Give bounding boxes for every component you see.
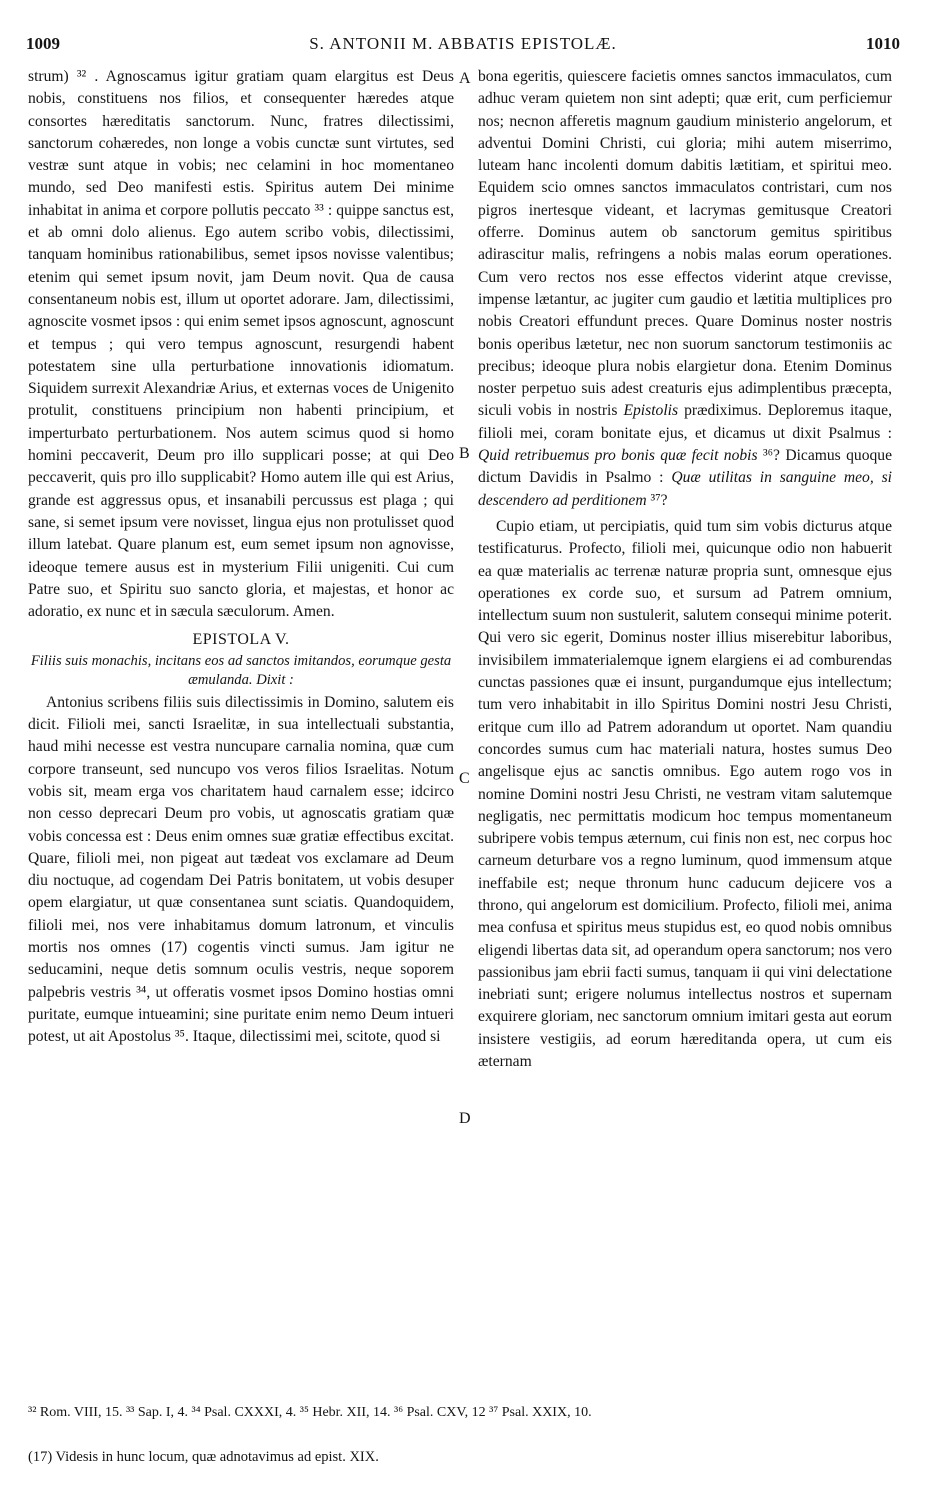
right-p1-italic-psalm-quote-2: Quæ utilitas in sanguine meo, si descendero ad perditionem [478,469,892,509]
margin-letter-a: A [459,70,471,87]
right-p1-italic-psalm-quote-1: Quid retribuemus pro bonis quæ fecit nobis [478,447,758,465]
left-column [28,66,454,1048]
running-title: S. ANTONII M. ABBATIS EPISTOLÆ. [309,34,617,53]
right-paragraph-1 [478,66,892,512]
right-p1-italic-epistolis: Epistolis [623,402,679,420]
left-paragraph-2: Antonius scribens filiis suis dilectissimis in Domino, salutem eis dicit. Filioli mei, sancti Israelitæ, in sua intellectuali substantia, haud mihi necesse est vestra nuncupare carnalia nomina, quæ cum corpore transeunt, sed nuncupo vos veros filios Israelitas. Notum vobis sit, meam erga vos charitatem haud carnalem esse; idcirco non cesso deprecari Deum pro vobis, ut agnoscatis gratiam quæ vobis concessa est : Deus enim omnes suæ gratiæ effectibus excitat. Quare, filioli mei, non pigeat aut tædeat vos exclamare ad Deum diu noctuque, ad cogendam Dei Patris bonitatem, ut vobis desuper opem elargiatur, ut quæ consentanea sunt sciatis. Quandoquidem, filioli mei, nos vere inhabitamus domum latronum, et vinculis mortis nos omnes (17) cogentis vincti sumus. Jam igitur ne seducamini, neque detis somnum oculis vestris, neque soporem palpebris vestris ³⁴, ut offeratis vosmet ipsos Domino hostias omni puritate, eumque intueamini; sine puritate enim nemo Deum intueri potest, ut ait Apostolus ³⁵. Itaque, dilectissimi mei, scitote, quod si [28,693,454,1046]
margin-letter-b: B [459,445,470,462]
footnotes-references: ³² Rom. VIII, 15. ³³ Sap. I, 4. ³⁴ Psal. CXXXI, 4. ³⁵ Hebr. XII, 14. ³⁶ Psal. CXV, 12 ³⁷ Psal. XXIX, 10. [28,1405,592,1420]
right-p1-text-c: ³⁶? Dicamus quoque dictum Davidis in Psalmo : [478,447,893,487]
footnote-editorial: (17) Videsis in hunc locum, quæ adnotavimus ad epist. XIX. [28,1449,379,1465]
page-number-right: 1010 [866,34,900,53]
epistle-title: EPISTOLA V. [192,631,290,649]
page-number-left: 1009 [26,34,60,53]
right-column [478,66,892,1073]
margin-letter-c: C [459,770,470,787]
right-p1-text-b: prædiximus. Deploremus itaque, filioli mei, coram bonitate ejus, et dicamus ut dixit Psalmus : [478,402,892,442]
margin-letter-d: D [459,1110,471,1127]
running-header [26,34,900,58]
epistle-subtitle: Filiis suis monachis, incitans eos ad sanctos imitandos, eorumque gesta æmulanda. Dixit : [30,652,452,688]
left-paragraph-1: strum) ³² . Agnoscamus igitur gratiam quam elargitus est Deus nobis, constituens nos filios, et consequenter hæredes atque consortes hæreditatis sanctorum. Nunc, fratres dilectissimi, sanctorum cohæredes, non longe a vobis cunctæ sunt virtutes, sed vestræ sunt atque in vobis; nec celamini in hoc momentaneo mundo, sed Deo manifesti estis. Spiritus autem Dei minime inhabitat in anima et corpore pollutis peccato ³³ : quippe sanctus est, et ab omni dolo alienus. Ego autem scribo vobis, dilectissimi, tanquam hominibus rationabilibus, semet ipsos novisse valentibus; etenim qui semet ipsum novit, jam Deum novit. Qua de causa consentaneum nobis est, illum ut oportet adorare. Jam, dilectissimi, agnoscite vosmet ipsos : qui enim semet ipsos agnoscunt, agnoscunt et tempus ; qui vero tempus agnoscunt, resurgendi habent potestatem sine ulla perturbatione innovationis idiomatum. Siquidem surrexit Alexandriæ Arius, et externas voces de Unigenito protulit, constituens principium non habenti principium, et imperturbato perturbationem. Nos autem scimus quod si homo homini peccaverit, Deum pro illo supplicari posse; at qui Deo peccaverit, quis pro illo supplicabit? Homo autem ille qui est Arius, grande est aggressus opus, et insanabili percussus est plaga ; qui sane, si semet ipsum vere novisset, lingua ejus non protulisset quod illum latebat. Quare planum est, eum semet ipsum non agnovisse, ideoque temere ausus est in mysterium Filii unigeniti. Cui cum Patre suo, et Spiritu suo sancto gloria, et majestas, et honor ac adoratio, ex nunc et in sæcula sæculorum. Amen. [28,68,454,621]
right-paragraph-2: Cupio etiam, ut percipiatis, quid tum sim vobis dicturus atque testificaturus. Profecto, filioli mei, quicunque odio non habuerit ea quæ materialis ac terrenæ naturæ propria sunt, omnesque ejus operationes ex corde suo, et sursum ad Patrem omnium, intellectum suum non sustulerit, salutem consequi minime poterit. Qui vero sic egerit, Dominus noster illius miserebitur laboribus, invisibilem immaterialemque ignem elargiens ei ad comburendas cunctas passiones quæ ei insunt, purgandumque ejus intellectum; tum vero inhabitabit in illo Spiritus Domini nostri Jesu Christi, eritque cum illo ad Patrem adorandum ut oportet. Nam quandiu concordes sumus cum hac materiali natura, hostes sumus Deo angelisque ejus ac sanctis omnibus. Ego autem rogo vos in nomine Domini nostri Jesu Christi, ne vestram vitam salutemque negligatis, nec permittatis modicum hoc tempus momentaneum subripere vobis tempus æternum, cui finis non est, nec corpus hoc carneum deturbare vos a regno luminum, quod immensum atque ineffabile est; neque thronum hunc caducum dejicere vos a throno, qui angelorum est domicilium. Profecto, filioli mei, anima mea confusa et spiritus meus stupidus est, eo quod nobis omnibus eligendi libertas data sit, ad operandum opera sanctorum; nos vero passionibus jam ebrii facti sumus, tanquam ii qui vini delectatione inebriati sunt; erigere nolumus intellectus nostros et supernam exquirere gloriam, nec sanctorum omnium imitari gesta aut eorum insistere vestigiis, ad eorum hæreditanda opera, ut cum eis æternam [478,517,892,1071]
right-p1-text-d: ³⁷? [650,491,668,509]
right-p1-text-a: bona egeritis, quiescere facietis omnes sanctos immaculatos, cum adhuc veram quietem non sint adepti; quæ erit, cum perficiemur nos; necnon afferetis magnum gaudium ministerio angelorum, et adventui Domini Christi, cui gloria; mihi autem miserrimo, luteam hanc incolenti domum dabitis lætitiam, et spiritui meo. Equidem scio omnes sanctos immaculatos contristari, cum nos pigros inertesque videant, et lacrymas gemitusque Creatori offerre. Dominus autem ob sanctorum gemitus spiritibus adirascitur malis, refringens a nobis malas eorum operationes. Cum vero rectos nos esse effectos viderint atque crevisse, impense lætantur, ac jugiter cum gaudio et lætitia multiplices pro nobis Creatori effundunt preces. Quare Dominus noster nostris bonis operibus lætetur, nec non suorum sanctorum testimoniis ac precibus; ideoque plura nobis elargietur dona. Etenim Dominus noster perpetuo suis adest creaturis ejus adimplentibus præcepta, siculi vobis in nostris [478,68,892,420]
